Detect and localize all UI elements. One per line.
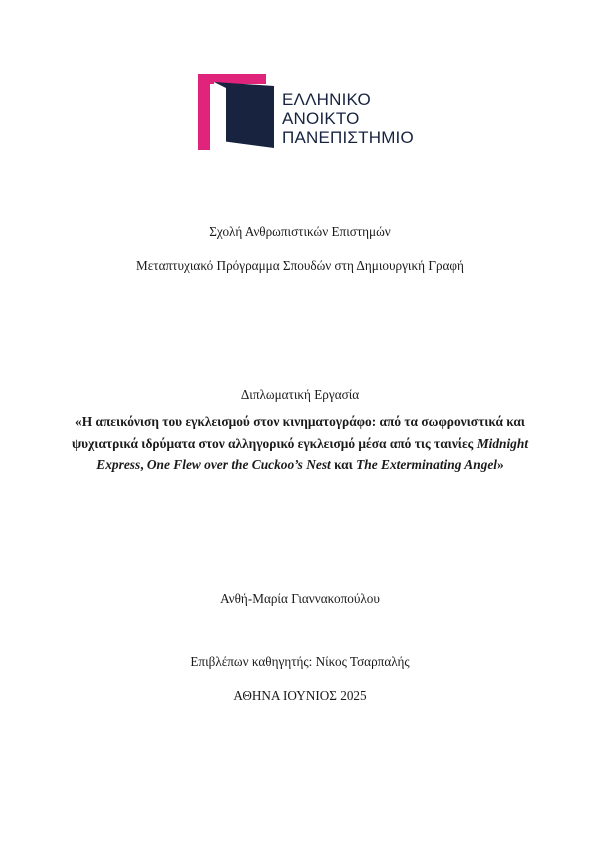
title-separator-1: , — [140, 457, 147, 473]
author-name: Ανθή-Μαρία Γιαννακοπούλου — [220, 591, 380, 606]
supervisor: Επιβλέπων καθηγητής: Νίκος Τσαρπαλής — [190, 654, 410, 669]
logo-line-2: ΑΝΟΙΚΤΟ — [282, 109, 360, 128]
title-part-1: «Η απεικόνιση του εγκλεισμού στον κινηματογράφο: από τα σωφρονιστικά και ψυχιατρικά ιδρύματα στον αλληγορικό εγκλεισμό μέσα από τις ταινίες — [71, 414, 525, 451]
program-name: Μεταπτυχιακό Πρόγραμμα Σπουδών στη Δημιουργική Γραφή — [136, 258, 464, 273]
thesis-type: Διπλωματική Εργασία — [240, 387, 360, 402]
logo-text — [282, 90, 414, 147]
film-title-3: The Exterminating Angel — [356, 457, 497, 473]
film-title-2: One Flew over the Cuckoo’s Nest — [146, 457, 331, 473]
title-end: » — [497, 457, 504, 473]
logo-line-1: ΕΛΛΗΝΙΚΟ — [282, 90, 371, 109]
place-date: ΑΘΗΝΑ ΙΟΥΝΙΟΣ 2025 — [233, 688, 367, 703]
thesis-title — [60, 411, 540, 476]
university-logo — [196, 72, 416, 152]
school-name: Σχολή Ανθρωπιστικών Επιστημών — [209, 224, 391, 239]
logo-line-3: ΠΑΝΕΠΙΣΤΗΜΙΟ — [282, 128, 414, 147]
title-separator-2: και — [330, 457, 357, 473]
university-logo-mark-icon — [196, 72, 276, 152]
film-title-1: Midnight Express — [96, 435, 529, 473]
